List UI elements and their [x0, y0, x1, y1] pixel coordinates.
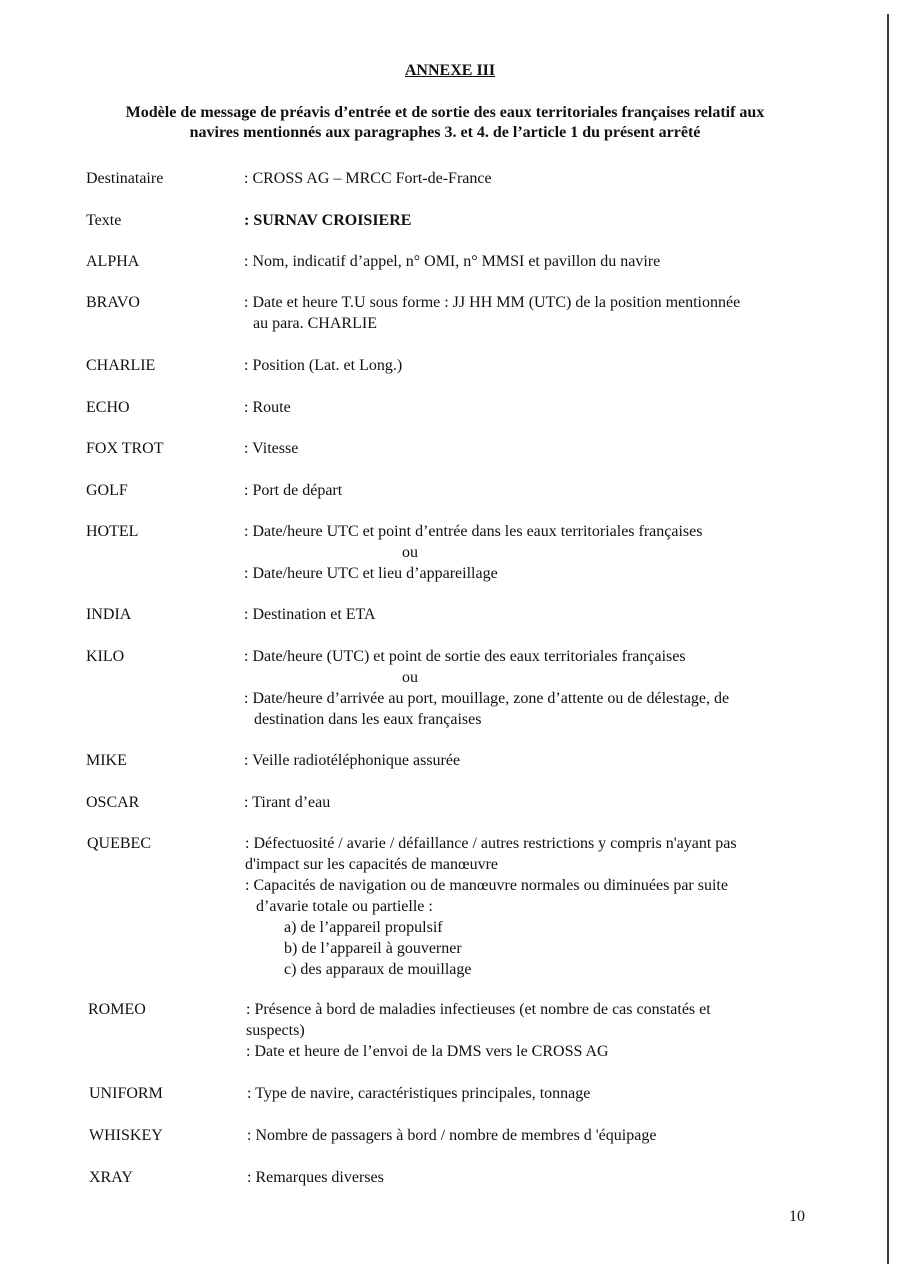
- field-label: XRAY: [89, 1169, 133, 1186]
- value-line: au para. CHARLIE: [253, 315, 377, 332]
- field-label: Destinataire: [86, 170, 164, 187]
- value-line: : Tirant d’eau: [244, 794, 331, 811]
- value-line: suspects): [246, 1022, 305, 1039]
- field-label: WHISKEY: [89, 1127, 163, 1144]
- value-line: : Position (Lat. et Long.): [244, 357, 403, 374]
- value-line: destination dans les eaux françaises: [254, 711, 482, 728]
- field-label: ECHO: [86, 399, 130, 416]
- field-value: [244, 251, 814, 272]
- field-label: QUEBEC: [87, 835, 151, 852]
- field-label: INDIA: [86, 606, 132, 623]
- value-line: : Nombre de passagers à bord / nombre de membres d 'équipage: [247, 1127, 657, 1144]
- value-line: : CROSS AG – MRCC Fort-de-France: [244, 170, 492, 187]
- value-line: : Nom, indicatif d’appel, n° OMI, n° MMSI et pavillon du navire: [244, 253, 661, 270]
- field-label: FOX TROT: [86, 440, 164, 457]
- field-value: [244, 792, 814, 813]
- field-label: UNIFORM: [89, 1085, 163, 1102]
- value-line: : Veille radiotéléphonique assurée: [244, 752, 461, 769]
- value-line: : Date et heure T.U sous forme : JJ HH MM (UTC) de la position mentionnée: [244, 294, 741, 311]
- field-value: [244, 210, 814, 231]
- page-number: 10: [789, 1208, 805, 1225]
- field-label: ALPHA: [86, 253, 140, 270]
- field-value: [244, 292, 814, 334]
- value-line: : Date/heure UTC et lieu d’appareillage: [244, 565, 498, 582]
- value-line: ou: [402, 669, 418, 686]
- field-value: [247, 1125, 817, 1146]
- value-line: : Date/heure d’arrivée au port, mouillage, zone d’attente ou de délestage, de: [244, 690, 730, 707]
- value-line: : Type de navire, caractéristiques principales, tonnage: [247, 1085, 591, 1102]
- value-line: : Date et heure de l’envoi de la DMS vers le CROSS AG: [246, 1043, 609, 1060]
- field-label: KILO: [86, 648, 125, 665]
- field-value: [244, 168, 814, 189]
- value-line: : Date/heure (UTC) et point de sortie des eaux territoriales françaises: [244, 648, 686, 665]
- field-value: [244, 355, 814, 376]
- subtitle-line-2: navires mentionnés aux paragraphes 3. et 4. de l’article 1 du présent arrêté: [189, 124, 701, 141]
- field-value: [244, 521, 814, 584]
- right-edge-line: [887, 14, 889, 1264]
- field-value: [247, 1167, 817, 1188]
- value-line: : Port de départ: [244, 482, 343, 499]
- document-subtitle: [80, 103, 810, 143]
- field-value: [245, 833, 815, 980]
- field-value: [244, 750, 814, 771]
- field-value: [244, 397, 814, 418]
- value-line: : Route: [244, 399, 291, 416]
- value-line: : Capacités de navigation ou de manœuvre normales ou diminuées par suite: [245, 877, 728, 894]
- annex-title: ANNEXE III: [404, 62, 496, 79]
- value-line: a) de l’appareil propulsif: [284, 919, 443, 936]
- value-line: d'impact sur les capacités de manœuvre: [245, 856, 499, 873]
- value-line: : Présence à bord de maladies infectieuses (et nombre de cas constatés et: [246, 1001, 711, 1018]
- field-label: Texte: [86, 212, 122, 229]
- field-value: [246, 999, 816, 1062]
- field-label: HOTEL: [86, 523, 139, 540]
- field-value: [244, 438, 814, 459]
- field-label: GOLF: [86, 482, 128, 499]
- value-line: : Remarques diverses: [247, 1169, 384, 1186]
- value-line: b) de l’appareil à gouverner: [284, 940, 462, 957]
- value-line: c) des apparaux de mouillage: [284, 961, 472, 978]
- field-value: [244, 480, 814, 501]
- subtitle-line-1: Modèle de message de préavis d’entrée et de sortie des eaux territoriales françaises relatif aux: [125, 104, 765, 121]
- field-label: CHARLIE: [86, 357, 156, 374]
- value-line: : SURNAV CROISIERE: [244, 212, 412, 229]
- field-value: [247, 1083, 817, 1104]
- field-label: OSCAR: [86, 794, 140, 811]
- field-label: ROMEO: [88, 1001, 146, 1018]
- field-label: MIKE: [86, 752, 127, 769]
- value-line: ou: [402, 544, 418, 561]
- value-line: : Destination et ETA: [244, 606, 376, 623]
- field-value: [244, 604, 814, 625]
- field-label: BRAVO: [86, 294, 140, 311]
- value-line: : Date/heure UTC et point d’entrée dans les eaux territoriales françaises: [244, 523, 703, 540]
- value-line: d’avarie totale ou partielle :: [256, 898, 433, 915]
- field-value: [244, 646, 814, 730]
- value-line: : Vitesse: [244, 440, 299, 457]
- value-line: : Défectuosité / avarie / défaillance / autres restrictions y compris n'ayant pas: [245, 835, 737, 852]
